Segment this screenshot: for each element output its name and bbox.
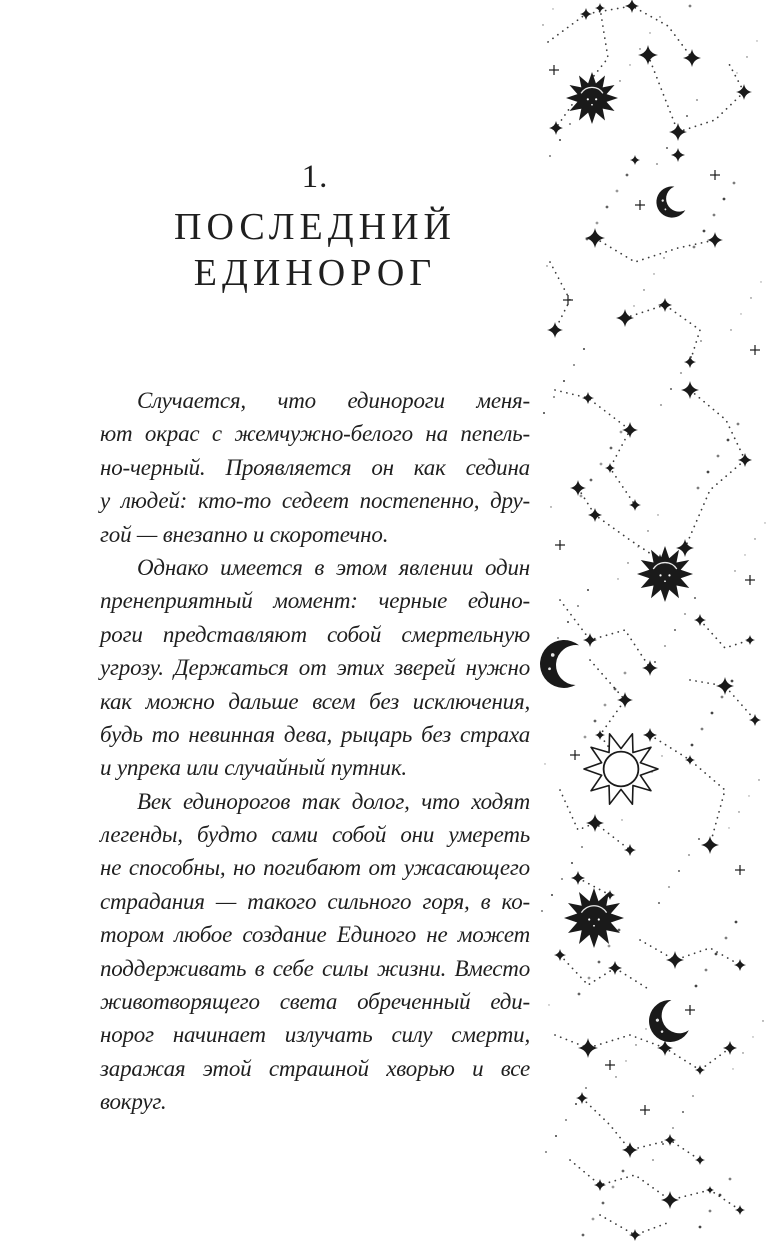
speckle-dot <box>748 795 749 796</box>
four-point-star-icon <box>549 121 563 135</box>
four-point-star-icon <box>630 155 640 165</box>
text-line: но-черный. Проявляется он как седина <box>100 454 530 480</box>
text-line: и упрека или случайный путник. <box>100 755 407 781</box>
speckle-dot <box>550 506 551 507</box>
speckle-dot <box>620 431 623 434</box>
speckle-dot <box>615 1076 616 1077</box>
speckle-dot <box>711 712 714 715</box>
text-line: роги представляют собой смертельную <box>100 621 530 647</box>
speckle-dot <box>737 423 740 426</box>
speckle-dot <box>701 728 704 731</box>
four-point-star-icon <box>735 1205 745 1215</box>
four-point-star-icon <box>669 123 687 141</box>
speckle-dot <box>691 744 694 747</box>
speckle-dot <box>555 1135 557 1137</box>
chapter-heading <box>100 158 530 296</box>
text-line: гой — внезапно и скоротечно. <box>100 521 389 547</box>
text-line: у людей: кто-то седеет постепенно, дру- <box>100 488 530 514</box>
four-point-star-icon <box>625 0 639 13</box>
four-point-star-icon <box>570 480 586 496</box>
speckle-dot <box>612 1186 615 1189</box>
text-line: будь то невинная дева, рыцарь без страха <box>100 721 530 747</box>
speckle-dot <box>594 720 597 723</box>
speckle-dot <box>608 945 611 948</box>
crescent-moon-icon <box>641 997 690 1050</box>
speckle-dot <box>728 827 729 828</box>
speckle-dot <box>668 886 670 888</box>
constellation-line <box>678 62 744 132</box>
speckle-dot <box>567 621 569 623</box>
speckle-dot <box>754 538 755 539</box>
speckle-dot <box>707 471 710 474</box>
four-point-star-icon <box>588 508 602 522</box>
speckle-dot <box>598 961 601 964</box>
text-line: Век единорогов так долог, что ходят <box>137 788 530 814</box>
speckle-dot <box>569 123 571 125</box>
four-point-star-icon <box>671 148 685 162</box>
speckle-dot <box>750 297 751 298</box>
text-line: как можно дальше всем без исключения, <box>100 688 530 714</box>
constellation-line <box>555 1035 730 1070</box>
sun-outline-icon <box>584 734 658 804</box>
speckle-dot <box>760 281 761 282</box>
speckle-dot <box>573 364 575 366</box>
speckle-dot <box>541 910 543 912</box>
speckle-dot <box>660 404 662 406</box>
speckle-dot <box>557 637 559 639</box>
speckle-dot <box>658 902 660 904</box>
speckle-dot <box>729 1178 732 1181</box>
constellation-line <box>560 600 650 668</box>
speckle-dot <box>635 1044 636 1045</box>
text-line: угрозу. Держаться от этих зверей нужно <box>100 655 530 681</box>
speckle-dot <box>643 289 644 290</box>
speckle-dot <box>561 878 563 880</box>
speckle-dot <box>565 1119 567 1121</box>
chapter-title <box>100 204 530 296</box>
speckle-dot <box>552 8 553 9</box>
text-line: норог начинает излучать силу смерти, <box>100 1022 530 1048</box>
text-line: поддерживать в себе силы жизни. Вместо <box>100 955 530 981</box>
speckle-dot <box>662 1143 664 1145</box>
speckle-dot <box>633 305 634 306</box>
four-point-star-icon <box>583 633 597 647</box>
constellation-line <box>685 390 745 548</box>
four-point-star-icon <box>594 1179 606 1191</box>
constellation-strip <box>540 0 768 1241</box>
speckle-dot <box>577 605 579 607</box>
four-point-star-icon <box>629 499 641 511</box>
plus-sparkle-icon <box>563 295 573 305</box>
speckle-dot <box>736 72 737 73</box>
speckle-dot <box>626 174 629 177</box>
speckle-dot <box>571 862 573 864</box>
speckle-dot <box>587 589 589 591</box>
speckle-dot <box>666 147 668 149</box>
speckle-dot <box>703 230 706 233</box>
speckle-dot <box>588 977 591 980</box>
speckle-dot <box>624 672 627 675</box>
speckle-dot <box>689 5 692 8</box>
speckle-dot <box>621 819 622 820</box>
speckle-dot <box>606 206 609 209</box>
four-point-star-icon <box>578 1038 598 1058</box>
speckle-dot <box>664 645 666 647</box>
four-point-star-icon <box>586 814 604 832</box>
four-point-star-icon <box>547 322 563 338</box>
four-point-star-icon <box>685 755 695 765</box>
speckle-dot <box>705 969 708 972</box>
four-point-star-icon <box>582 392 594 404</box>
four-point-star-icon <box>749 714 761 726</box>
constellation-line <box>548 6 692 58</box>
speckle-dot <box>735 921 738 924</box>
speckle-dot <box>746 56 747 57</box>
speckle-dot <box>699 1226 702 1229</box>
speckle-dot <box>713 214 716 217</box>
plus-sparkle-icon <box>549 65 559 75</box>
speckle-dot <box>732 1068 733 1069</box>
text-line: вокруг. <box>100 1089 167 1115</box>
four-point-star-icon <box>622 1142 638 1158</box>
constellation-line <box>578 488 660 560</box>
speckle-dot <box>596 222 599 225</box>
plus-sparkle-icon <box>750 345 760 355</box>
four-point-star-icon <box>734 959 746 971</box>
speckle-dot <box>622 1170 625 1173</box>
speckle-dot <box>649 32 650 33</box>
constellation-line <box>648 55 678 132</box>
four-point-star-icon <box>608 961 622 975</box>
speckle-dot <box>661 755 662 756</box>
text-line: пренеприятный момент: черные едино- <box>100 588 530 614</box>
speckle-dot <box>684 613 686 615</box>
speckle-dot <box>758 779 759 780</box>
speckle-dot <box>602 1202 605 1205</box>
speckle-dot <box>551 894 553 896</box>
speckle-dot <box>731 680 734 683</box>
plus-sparkle-icon <box>745 575 755 585</box>
speckle-dot <box>670 388 672 390</box>
speckle-dot <box>654 661 656 663</box>
speckle-dot <box>548 1004 549 1005</box>
speckle-dot <box>616 190 619 193</box>
speckle-dot <box>549 155 551 157</box>
speckle-dot <box>696 99 698 101</box>
speckle-dot <box>604 704 607 707</box>
four-point-star-icon <box>585 228 605 248</box>
speckle-dot <box>715 953 718 956</box>
four-point-star-icon <box>723 1041 737 1055</box>
speckle-dot <box>698 838 700 840</box>
speckle-dot <box>553 396 555 398</box>
speckle-dot <box>672 1127 674 1129</box>
constellation-line <box>640 940 740 965</box>
constellation-line <box>625 305 700 362</box>
speckle-dot <box>738 811 739 812</box>
crescent-moon-icon <box>540 638 579 689</box>
speckle-dot <box>717 455 720 458</box>
constellation-line <box>560 955 650 990</box>
constellation-line <box>595 238 715 262</box>
speckle-dot <box>583 348 585 350</box>
four-point-star-icon <box>616 309 634 327</box>
speckle-dot <box>639 48 640 49</box>
plus-sparkle-icon <box>635 200 645 210</box>
chapter-body <box>100 384 530 1119</box>
speckle-dot <box>645 1028 646 1029</box>
speckle-dot <box>581 846 583 848</box>
speckle-dot <box>697 487 700 490</box>
speckle-dot <box>627 562 628 563</box>
four-point-star-icon <box>605 463 615 473</box>
speckle-dot <box>682 1111 684 1113</box>
speckle-dot <box>674 629 676 631</box>
chapter-title-line2: ЕДИНОРОГ <box>193 252 437 294</box>
speckle-dot <box>657 514 658 515</box>
four-point-star-icon <box>571 871 585 885</box>
speckle-dot <box>756 40 757 41</box>
four-point-star-icon <box>629 1229 641 1241</box>
four-point-star-icon <box>745 635 755 645</box>
speckle-dot <box>590 479 593 482</box>
plus-sparkle-icon <box>735 865 745 875</box>
speckle-dot <box>764 522 765 523</box>
four-point-star-icon <box>624 844 636 856</box>
speckle-dot <box>680 372 682 374</box>
speckle-dot <box>542 24 543 25</box>
four-point-star-icon <box>643 728 657 742</box>
speckle-dot <box>647 530 648 531</box>
speckle-dot <box>584 736 587 739</box>
four-point-star-icon <box>716 677 734 695</box>
speckle-dot <box>762 1020 763 1021</box>
text-line: Случается, что единороги меня- <box>137 388 530 413</box>
four-point-star-icon <box>664 1134 676 1146</box>
speckle-dot <box>545 1151 547 1153</box>
four-point-star-icon <box>638 45 658 65</box>
four-point-star-icon <box>736 84 752 100</box>
speckle-dot <box>688 854 690 856</box>
four-point-star-icon <box>658 298 672 312</box>
speckle-dot <box>692 1095 694 1097</box>
speckle-dot <box>629 64 630 65</box>
speckle-dot <box>563 380 565 382</box>
speckle-dot <box>709 1210 712 1213</box>
four-point-star-icon <box>684 356 696 368</box>
four-point-star-icon <box>695 1155 705 1165</box>
speckle-dot <box>543 412 545 414</box>
speckle-dot <box>678 870 680 872</box>
speckle-dot <box>721 696 724 699</box>
speckle-dot <box>695 985 698 988</box>
speckle-dot <box>610 447 613 450</box>
chapter-number: 1. <box>301 159 329 195</box>
speckle-dot <box>700 340 702 342</box>
speckle-dot <box>734 570 735 571</box>
four-point-star-icon <box>701 836 719 854</box>
speckle-dot <box>546 265 547 266</box>
speckle-dot <box>727 439 730 442</box>
speckle-dot <box>752 1036 753 1037</box>
speckle-dot <box>730 329 731 330</box>
plus-sparkle-icon <box>710 170 720 180</box>
plus-sparkle-icon <box>605 1060 615 1070</box>
speckle-dot <box>733 182 736 185</box>
speckle-dot <box>580 495 583 498</box>
text-line: ют окрас с жемчужно-белого на пепель- <box>100 421 530 447</box>
speckle-dot <box>585 1087 587 1089</box>
speckle-dot <box>592 1218 595 1221</box>
text-line: Однако имеется в этом явлении один <box>137 554 530 580</box>
speckle-dot <box>617 578 618 579</box>
speckle-dot <box>600 463 603 466</box>
plus-sparkle-icon <box>555 540 565 550</box>
speckle-dot <box>744 554 745 555</box>
speckle-dot <box>740 313 741 314</box>
speckle-dot <box>686 115 688 117</box>
speckle-dot <box>625 1060 626 1061</box>
text-line: тором любое создание Единого не может <box>100 922 530 948</box>
speckle-dot <box>652 1159 654 1161</box>
speckle-dot <box>656 163 658 165</box>
plus-sparkle-icon <box>570 750 580 760</box>
constellation-line <box>582 1098 700 1160</box>
four-point-star-icon <box>681 381 699 399</box>
text-line: животворящего света обреченный еди- <box>100 989 530 1015</box>
crescent-moon-icon <box>651 184 686 223</box>
speckle-dot <box>619 80 620 81</box>
speckle-dot <box>653 273 654 274</box>
constellation-line <box>700 620 750 648</box>
plus-sparkle-icon <box>640 1105 650 1115</box>
plus-sparkle-icon <box>685 1005 695 1015</box>
speckle-dot <box>582 1234 585 1237</box>
text-line: заражая этой страшной хворью и все <box>100 1055 530 1081</box>
four-point-star-icon <box>676 539 694 557</box>
text-line: легенды, будто сами собой они умереть <box>100 822 530 848</box>
constellation-line <box>555 390 635 505</box>
speckle-dot <box>663 257 664 258</box>
four-point-star-icon <box>595 3 605 13</box>
four-point-star-icon <box>706 1186 714 1194</box>
chapter-title-line1: ПОСЛЕДНИЙ <box>174 206 456 248</box>
speckle-dot <box>742 1052 743 1053</box>
four-point-star-icon <box>695 1065 705 1075</box>
four-point-star-icon <box>666 951 684 969</box>
four-point-star-icon <box>617 692 633 708</box>
speckle-dot <box>575 1103 577 1105</box>
four-point-star-icon <box>657 1040 673 1056</box>
sun-face-icon <box>566 72 618 124</box>
speckle-dot <box>723 198 726 201</box>
speckle-dot <box>659 16 660 17</box>
text-line: не способны, но погибают от ужасающего <box>100 855 530 881</box>
constellation-line <box>550 262 570 330</box>
speckle-dot <box>693 246 696 249</box>
four-point-star-icon <box>707 232 723 248</box>
speckle-dot <box>694 597 696 599</box>
constellation-line <box>650 735 725 845</box>
text-line: страдания — такого сильного горя, в ко- <box>100 888 530 914</box>
speckle-dot <box>559 139 561 141</box>
four-point-star-icon <box>622 422 638 438</box>
speckle-dot <box>544 763 545 764</box>
speckle-dot <box>725 937 728 940</box>
speckle-dot <box>578 993 581 996</box>
four-point-star-icon <box>661 1191 679 1209</box>
four-point-star-icon <box>683 49 701 67</box>
sun-face-icon <box>564 888 624 948</box>
four-point-star-icon <box>580 8 592 20</box>
